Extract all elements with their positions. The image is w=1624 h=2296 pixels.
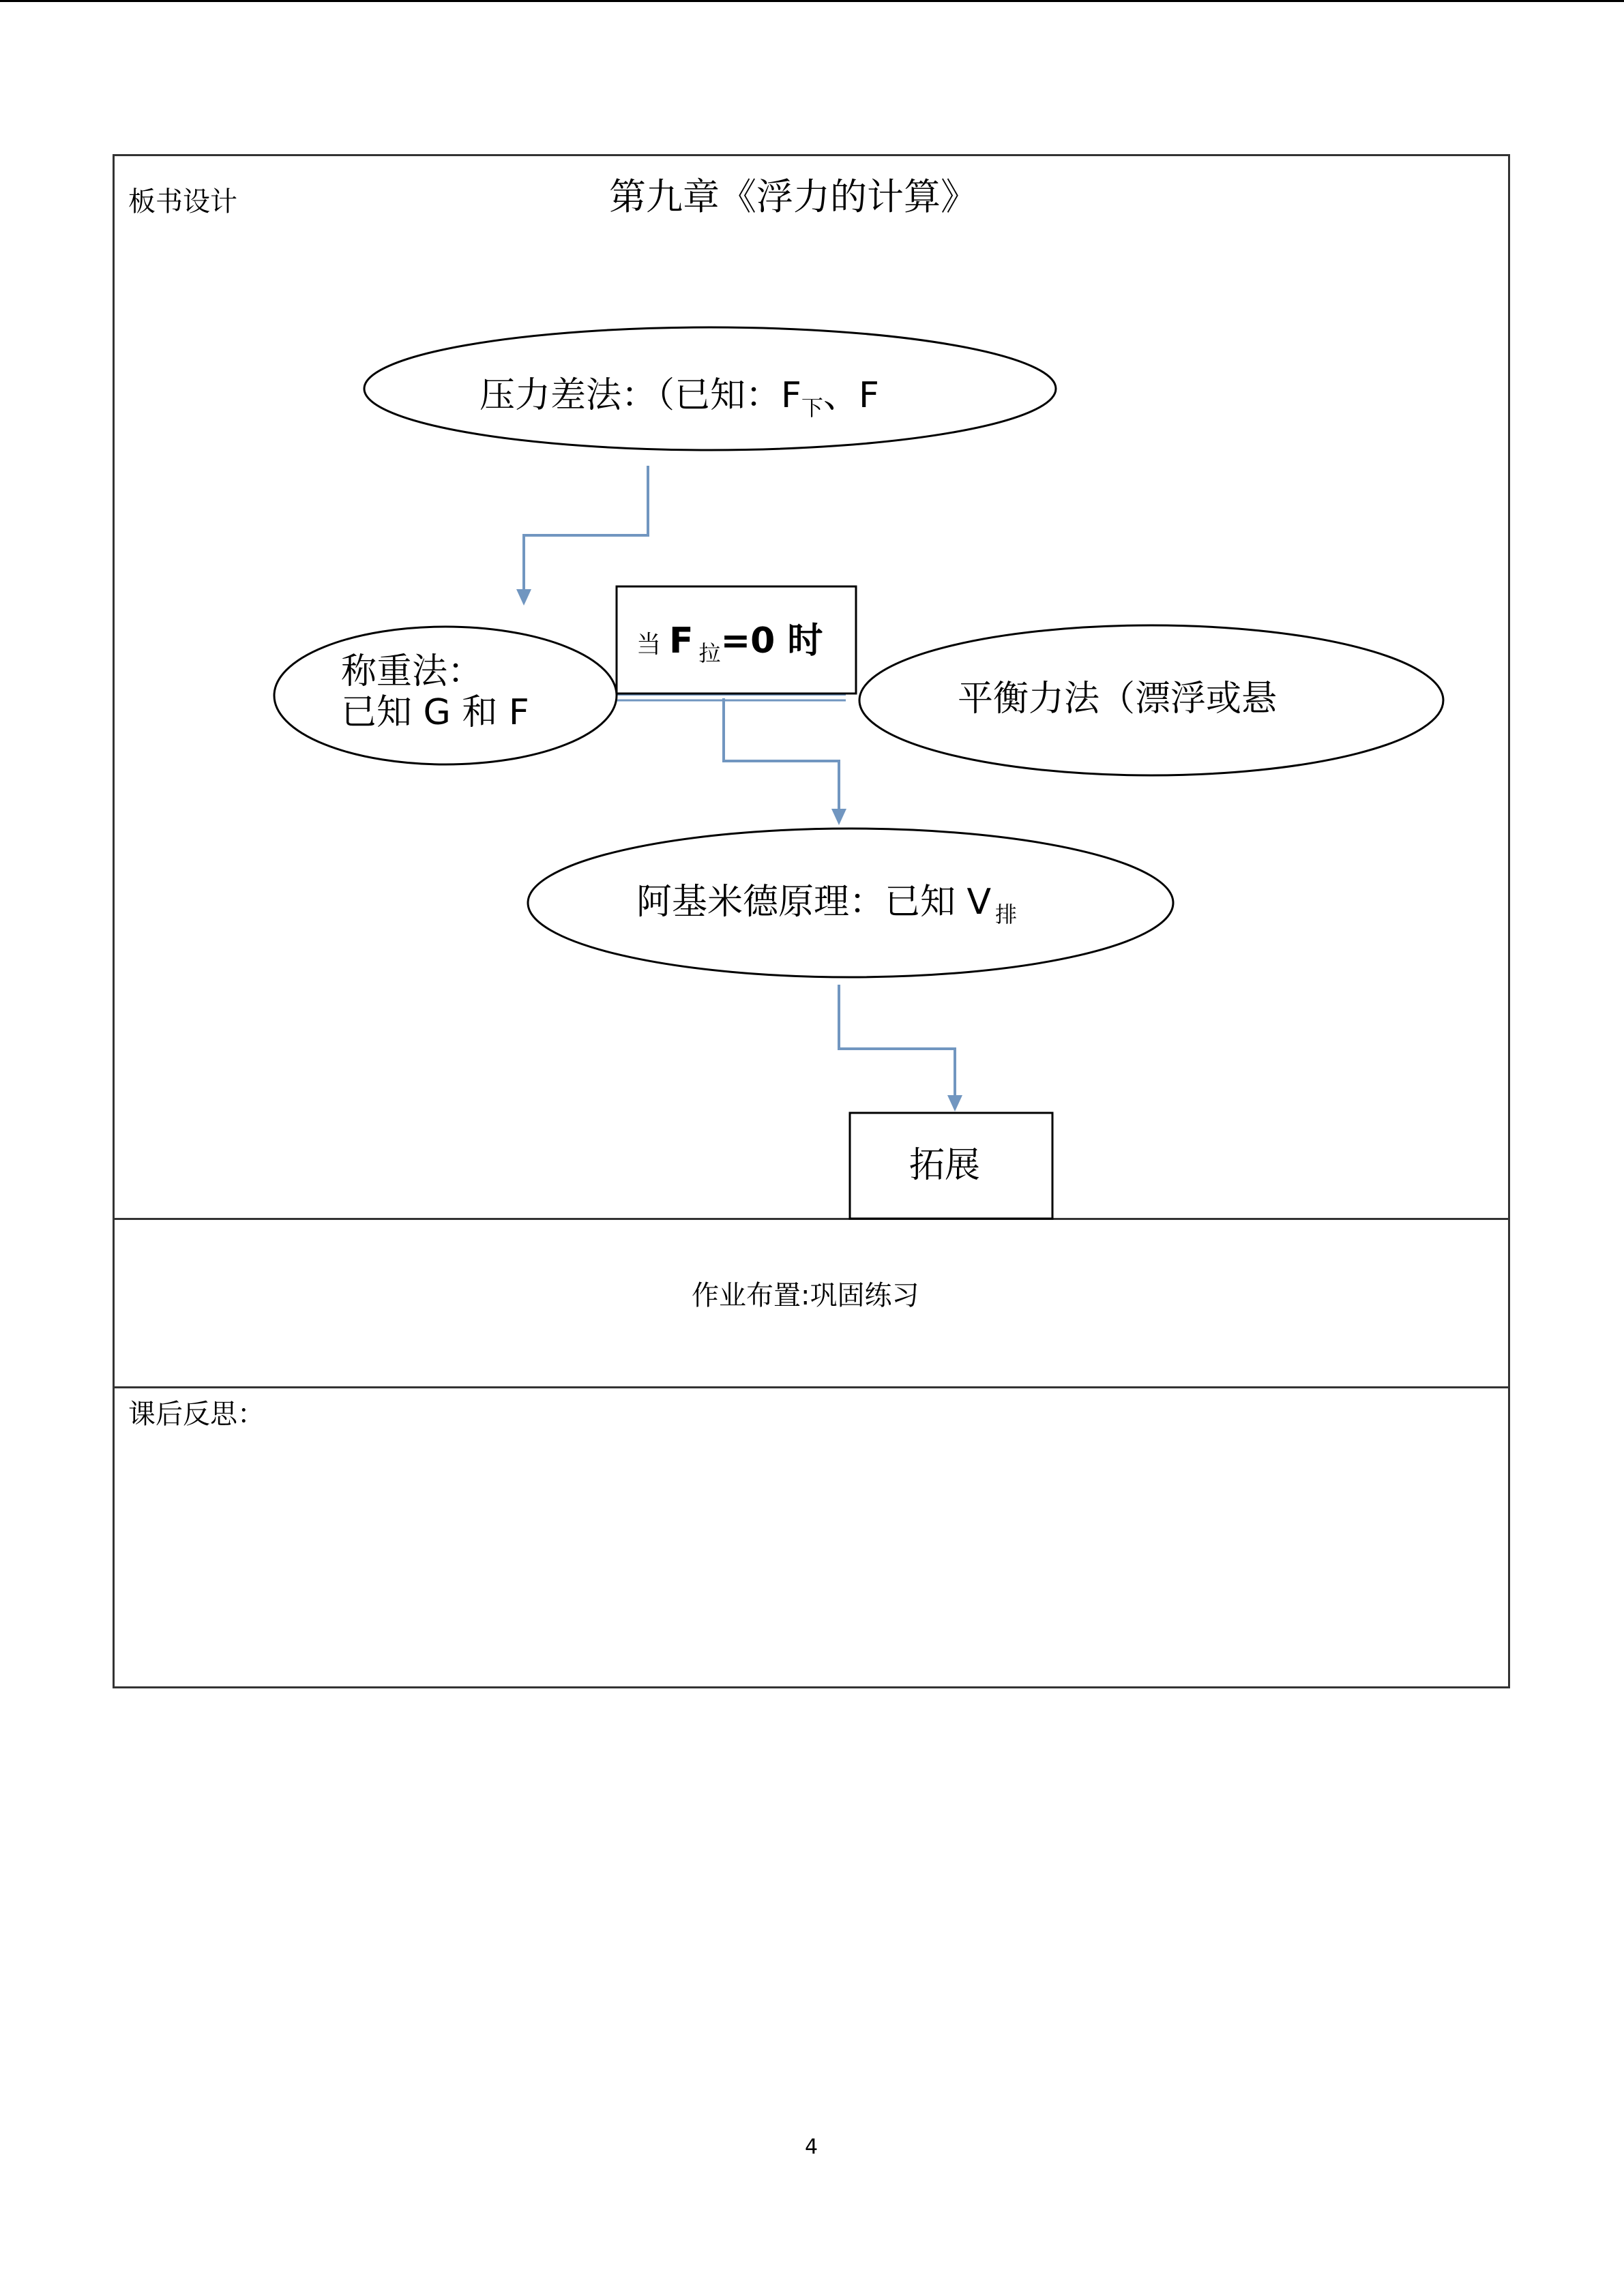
svg-text:阿基米德原理：已知 V排: 阿基米德原理：已知 V $_排$ bbox=[636, 882, 1018, 927]
node-condition-box bbox=[617, 586, 856, 694]
connector-pressure-to-weighing bbox=[516, 466, 648, 606]
page-number: 4 bbox=[805, 2135, 818, 2159]
node-pressure-difference bbox=[364, 327, 1056, 450]
svg-text:已知 G 和 F: 已知 G 和 F bbox=[341, 692, 529, 733]
page-title: 第九章《浮力的计算》 bbox=[609, 175, 977, 218]
connector-condition-bar bbox=[617, 694, 846, 700]
node-extension bbox=[850, 1113, 1052, 1219]
connector-archimedes-to-extension bbox=[839, 985, 962, 1112]
node-archimedes-principle bbox=[528, 829, 1173, 977]
svg-text:拓展: 拓展 bbox=[909, 1145, 981, 1186]
svg-text:称重法：: 称重法： bbox=[341, 651, 484, 692]
svg-text:压力差法：（已知：F下、F: 压力差法：（已知：$F_下$、F bbox=[479, 375, 879, 421]
board-design-label: 板书设计 bbox=[128, 186, 237, 218]
reflection-label: 课后反思： bbox=[128, 1399, 265, 1430]
connector-condition-to-archimedes bbox=[724, 698, 846, 825]
homework-assignment: 作业布置:巩固练习 bbox=[692, 1280, 919, 1311]
node-weighing-method bbox=[274, 627, 617, 764]
svg-text:平衡力法（漂浮或悬: 平衡力法（漂浮或悬 bbox=[958, 679, 1278, 719]
node-balance-method bbox=[859, 625, 1443, 775]
svg-text:当F拉=0 时: 当 F $_拉$=0 时 bbox=[636, 621, 823, 666]
